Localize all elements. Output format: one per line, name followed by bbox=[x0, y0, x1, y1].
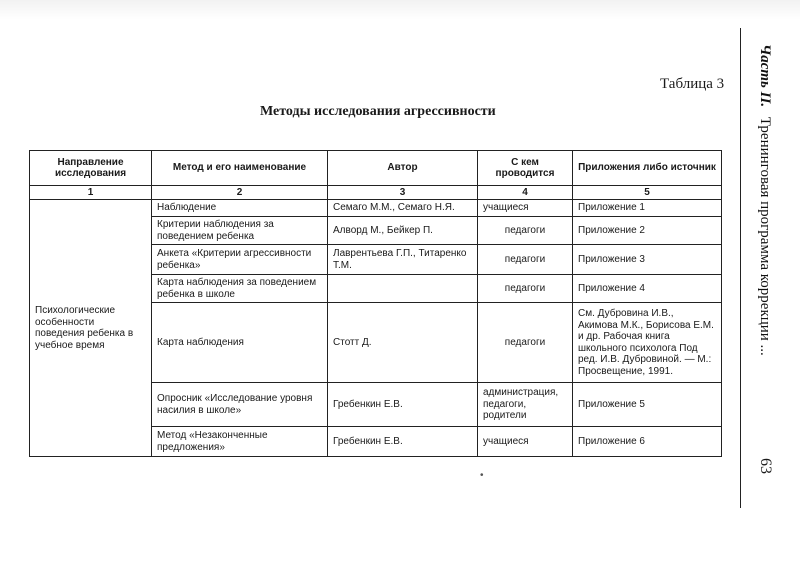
table-row bbox=[30, 200, 722, 217]
header-method: Метод и его наименование bbox=[152, 151, 328, 186]
method-cell: Опросник «Исследование уровня насилия в школе» bbox=[152, 383, 328, 427]
side-rule bbox=[740, 28, 741, 508]
method-cell: Критерии наблюдения за поведением ребенка bbox=[152, 217, 328, 245]
column-number: 5 bbox=[573, 186, 722, 200]
source-cell: Приложение 5 bbox=[573, 383, 722, 427]
running-header-part: Часть II. bbox=[757, 44, 773, 108]
with-whom-cell: педагоги bbox=[478, 217, 573, 245]
source-cell: Приложение 3 bbox=[573, 245, 722, 275]
author-cell: Лаврентьева Г.П., Титаренко Т.М. bbox=[328, 245, 478, 275]
author-cell: Семаго М.М., Семаго Н.Я. bbox=[328, 200, 478, 217]
methods-table bbox=[29, 150, 722, 457]
with-whom-cell: педагоги bbox=[478, 275, 573, 303]
page-title: Методы исследования агрессивности bbox=[260, 104, 496, 119]
header-author: Автор bbox=[328, 151, 478, 186]
author-cell bbox=[328, 275, 478, 303]
column-number: 1 bbox=[30, 186, 152, 200]
with-whom-cell: администрация, педагоги, родители bbox=[478, 383, 573, 427]
author-cell: Гребенкин Е.В. bbox=[328, 383, 478, 427]
source-cell: Приложение 1 bbox=[573, 200, 722, 217]
with-whom-cell: педагоги bbox=[478, 245, 573, 275]
column-number-row bbox=[30, 186, 722, 200]
source-cell: Приложение 4 bbox=[573, 275, 722, 303]
table-header-row bbox=[30, 151, 722, 186]
scan-edge bbox=[0, 0, 800, 20]
header-direction: Направление исследования bbox=[30, 151, 152, 186]
source-cell: См. Дубровина И.В., Акимова М.К., Борисова Е.М. и др. Рабочая книга школьного психолога Под ред. И.В. Дубровиной. — М.: Просвещение, 1991. bbox=[573, 303, 722, 383]
author-cell: Стотт Д. bbox=[328, 303, 478, 383]
source-cell: Приложение 2 bbox=[573, 217, 722, 245]
with-whom-cell: учащиеся bbox=[478, 200, 573, 217]
method-cell: Анкета «Критерии агрессивности ребенка» bbox=[152, 245, 328, 275]
running-header-title: Тренинговая программа коррекции ... bbox=[757, 116, 773, 356]
header-with-whom: С кем проводится bbox=[478, 151, 573, 186]
author-cell: Алворд М., Бейкер П. bbox=[328, 217, 478, 245]
method-cell: Карта наблюдения bbox=[152, 303, 328, 383]
author-cell: Гребенкин Е.В. bbox=[328, 427, 478, 457]
scan-dot: • bbox=[480, 470, 484, 481]
method-cell: Наблюдение bbox=[152, 200, 328, 217]
method-cell: Метод «Незаконченные предложения» bbox=[152, 427, 328, 457]
column-number: 4 bbox=[478, 186, 573, 200]
with-whom-cell: учащиеся bbox=[478, 427, 573, 457]
table-label: Таблица 3 bbox=[660, 76, 725, 92]
page-number: 63 bbox=[757, 458, 774, 474]
column-number: 2 bbox=[152, 186, 328, 200]
source-cell: Приложение 6 bbox=[573, 427, 722, 457]
with-whom-cell: педагоги bbox=[478, 303, 573, 383]
column-number: 3 bbox=[328, 186, 478, 200]
method-cell: Карта наблюдения за поведением ребенка в школе bbox=[152, 275, 328, 303]
header-source: Приложения либо источник bbox=[573, 151, 722, 186]
direction-cell: Психологические особенности поведения ребенка в учебное время bbox=[30, 200, 152, 457]
running-header bbox=[756, 44, 773, 356]
